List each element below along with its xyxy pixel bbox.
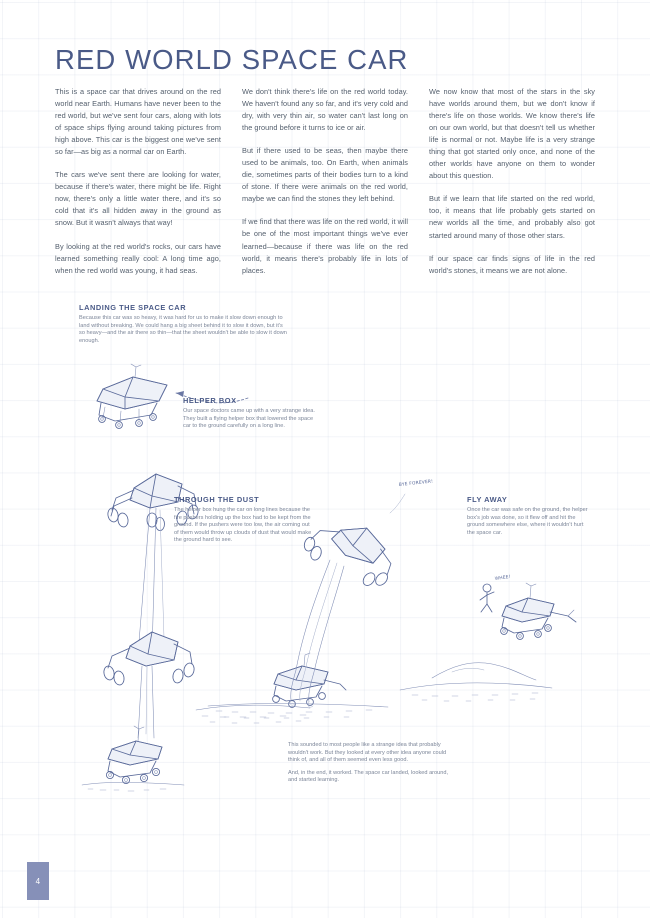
paragraph: But if we learn that life started on the red world, too, it means that life probably gets started on new worlds all the time, and probably also got started around many of those other stars. [429, 194, 595, 240]
section-heading: FLY AWAY [467, 495, 508, 504]
article-columns [55, 86, 595, 277]
section-heading: LANDING THE SPACE CAR [79, 303, 187, 312]
handwritten-whee-text: WHEE! [494, 574, 512, 582]
illustration-rover-landed-left [82, 726, 184, 791]
page-number-text: 4 [35, 876, 41, 886]
illustration-rover-right-celebration [480, 583, 576, 639]
illustration-center-lower-ground [196, 705, 310, 723]
article-column-1 [55, 86, 221, 277]
illustration-right-ground [400, 663, 552, 701]
section-fly-away [467, 495, 592, 537]
section-body: Once the car was safe on the ground, the helper box's job was done, so it flew off and hit the ground somewhere else, where it wouldn't hurt the space car. [467, 507, 588, 536]
paragraph: If our space car finds signs of life in the red world's stones, it means we are not alone. [429, 253, 595, 275]
illustration-entry-capsule [97, 364, 167, 428]
paragraph: By looking at the red world's rocks, our cars have learned something really cool: A long time ago, when the red world was young, it had seas. [55, 241, 221, 275]
final-caption-block [288, 742, 453, 785]
paragraph: But if there used to be seas, then maybe there used to be animals, too. On Earth, when animals die, sometimes parts of their bodies turn to a kind of stone. If there were animals on the red world, maybe we can find the stones they left behind. [242, 146, 408, 204]
final-caption-paragraph-2: And, in the end, it worked. The space car landed, looked around, and started learning. [288, 769, 449, 783]
page-number-badge [27, 862, 49, 900]
section-body: The helper box hung the car on long lines because the fire pushers holding up the box had to be kept from the ground. If the pushers were too low, the air coming out of them would throw up clouds of dust that would make the ground hard to see. [174, 507, 312, 543]
section-heading: THROUGH THE DUST [174, 495, 260, 504]
illustration-rover-center-ground [208, 653, 388, 718]
final-caption-paragraph-1: This sounded to most people like a strange idea that probably wouldn't work. But they looked at every other idea anyone could think of, and all of them seemed even less good. [288, 742, 447, 763]
handwritten-bye-forever-text: BYE FOREVER! [398, 479, 434, 488]
paragraph: We now know that most of the stars in the sky have worlds around them, but we don't know if there's life on those worlds. We know there's life on our own world, but that doesn't tell us whether life is normal or not. Maybe life is a very strange thing that got started only once, and none of the other worlds have anyone on them to wonder about this question. [429, 87, 595, 181]
paragraph: This is a space car that drives around on the red world near Earth. Humans have never been to the red world, but we've sent four cars, along with lots of space ships flying around taking pictures from high above. This car is the biggest one we've sent so far—as big as a normal car on Earth. [55, 87, 221, 157]
section-helper-box [183, 396, 316, 431]
section-body: Because this car was so heavy, it was hard for us to make it slow down enough to land without breaking. We could hang a big sheet behind it to slow it down, but it's so heavy—and the air there so thin—that the sheet wouldn't be able to slow it down enough. [79, 315, 287, 344]
paragraph: If we find that there was life on the red world, it will be one of the most important things we've ever learned—because if there was life on the red world, it means there's probably life in lots of places. [242, 217, 408, 275]
page-title: RED WORLD SPACE CAR [55, 44, 409, 75]
handwritten-bye-forever-pointer [390, 494, 405, 513]
illustration-descent-stage-lower [103, 632, 196, 738]
section-through-the-dust [174, 495, 315, 545]
section-body: Our space doctors came up with a very strange idea. They built a flying helper box that lowered the space car to the ground carefully on a long line. [183, 408, 315, 429]
article-column-2 [242, 86, 408, 277]
section-heading: HELPER BOX [183, 396, 237, 405]
article-column-3 [429, 86, 595, 277]
handwritten-label-bye-forever [399, 478, 434, 488]
paragraph: We don't think there's life on the red world today. We haven't found any so far, and it's very cold and dry, with very thin air, so water can't last long on the ground before it turns to ice or air. [242, 87, 408, 133]
paragraph: The cars we've sent there are looking for water, because if there's water, there might be life. Right now, there's only a little water there, and it's so cold that it's all hidden away in the ground as snow. But it wasn't always that way! [55, 170, 221, 228]
section-landing-the-space-car [79, 303, 287, 345]
